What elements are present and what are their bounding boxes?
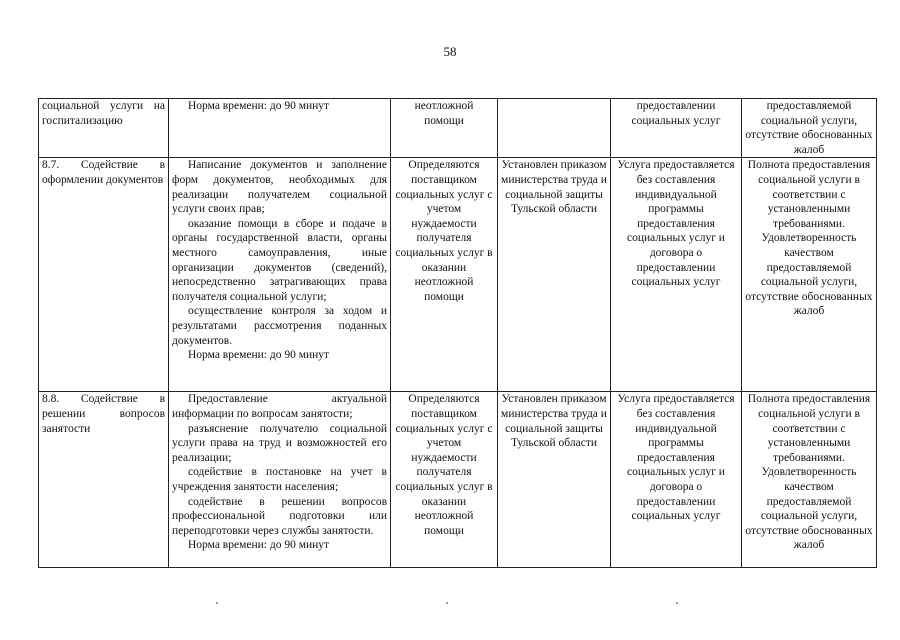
service-description-cell	[169, 392, 391, 568]
provision-conditions-cell: Услуга предоставляется без составления индивидуальной программы предоставления социальных услуг и договора о предоставлении социальных услуг	[611, 392, 742, 568]
service-name-text: 8.7. Содействие в оформлении документов	[42, 159, 165, 186]
service-name-cell	[39, 392, 169, 568]
description-paragraph: Предоставление актуальной информации по вопросам занятости;	[172, 393, 387, 420]
service-description-cell	[169, 99, 391, 158]
provision-terms-cell: Определяются поставщиком социальных услуг с учетом нуждаемости получателя социальных услуг в оказании неотложной помощи	[391, 392, 498, 568]
provision-terms-cell: неотложной помощи	[391, 99, 498, 158]
time-norm-text: Норма времени: до 90 минут	[188, 539, 330, 552]
quality-indicators-cell: Полнота предоставления социальной услуги в соответствии с установленными требованиями. Удовлетворенность качеством предоставляемой социальной услуги, отсутствие обоснованных жалоб	[742, 158, 877, 392]
description-paragraph: оказание помощи в сборе и подаче в органы государственной власти, органы местного самоуправления, иные организации документов (сведений), непосредственно затрагивающих права получателя социальной услуги;	[172, 217, 387, 303]
provision-conditions-cell: предоставлении социальных услуг	[611, 99, 742, 158]
scan-specks	[0, 602, 900, 612]
time-norm-text: Норма времени: до 90 минут	[188, 349, 330, 362]
table-row	[39, 158, 877, 392]
description-paragraph: разъяснение получателю социальной услуги права на труд и возможностей его реализации;	[172, 422, 387, 464]
description-paragraph: содействие в решении вопросов профессиональной подготовки или переподготовки через службы занятости.	[172, 495, 387, 537]
scan-speck	[676, 602, 678, 604]
provision-conditions-cell: Услуга предоставляется без составления индивидуальной программы предоставления социальных услуг и договора о предоставлении социальных услуг	[611, 158, 742, 392]
quality-indicators-cell: предоставляемой социальной услуги, отсутствие обоснованных жалоб	[742, 99, 877, 158]
tariff-cell: Установлен приказом министерства труда и социальной защиты Тульской области	[498, 392, 611, 568]
table-row	[39, 392, 877, 568]
service-name-text: социальной услуги на госпитализацию	[42, 100, 165, 127]
services-table	[38, 98, 877, 568]
description-paragraph: осуществление контроля за ходом и результатами рассмотрения поданных документов.	[172, 305, 387, 347]
scan-speck	[446, 602, 448, 604]
service-name-cell	[39, 158, 169, 392]
page-number: 58	[443, 44, 457, 59]
service-name-cell	[39, 99, 169, 158]
service-description-cell	[169, 158, 391, 392]
description-paragraph: Написание документов и заполнение форм документов, необходимых для реализации получателем социальной услуги своих прав;	[172, 159, 387, 216]
provision-terms-cell: Определяются поставщиком социальных услуг с учетом нуждаемости получателя социальных услуг в оказании неотложной помощи	[391, 158, 498, 392]
quality-indicators-cell: Полнота предоставления социальной услуги в соответствии с установленными требованиями. Удовлетворенность качеством предоставляемой социальной услуги, отсутствие обоснованных жалоб	[742, 392, 877, 568]
time-norm-text: Норма времени: до 90 минут	[188, 100, 330, 112]
description-paragraph: содействие в постановке на учет в учреждения занятости населения;	[172, 466, 387, 493]
service-name-text: 8.8. Содействие в решении вопросов занятости	[42, 393, 165, 435]
scan-speck	[216, 602, 218, 604]
tariff-cell: Установлен приказом министерства труда и социальной защиты Тульской области	[498, 158, 611, 392]
table-row	[39, 99, 877, 158]
tariff-cell	[498, 99, 611, 158]
